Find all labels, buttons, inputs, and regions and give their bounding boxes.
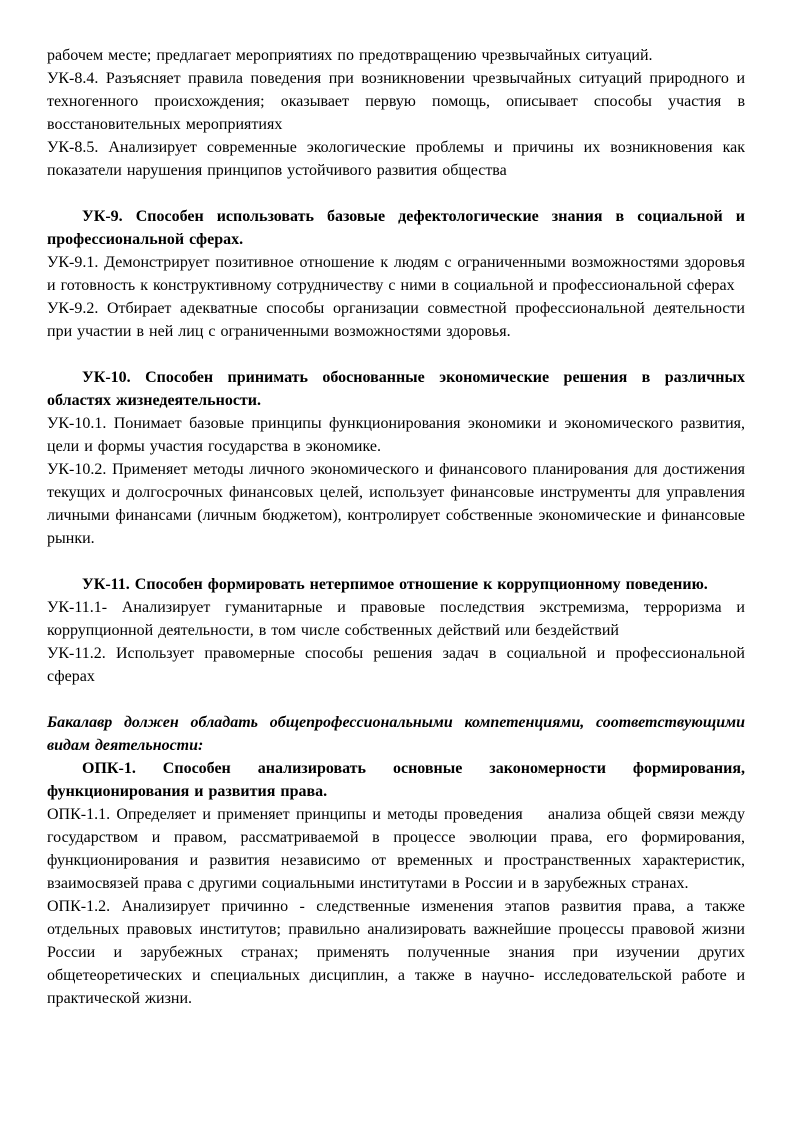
paragraph-uk-10-1: УК-10.1. Понимает базовые принципы функционирования экономики и экономического развития, цели и формы участия государства в экономике. [47,415,745,455]
heading-uk-11: УК-11. Способен формировать нетерпимое отношение к коррупционному поведению. [82,576,708,593]
blank-line [47,182,745,205]
heading-uk-9: УК-9. Способен использовать базовые дефектологические знания в социальной и профессиональной сферах. [47,208,745,248]
blank-line [47,550,745,573]
paragraph-uk-9-1: УК-9.1. Демонстрирует позитивное отношение к людям с ограниченными возможностями здоровья и готовность к конструктивному сотрудничеству с ними в социальной и профессиональной сферах [47,254,745,294]
heading-uk-10: УК-10. Способен принимать обоснованные экономические решения в различных областях жизнедеятельности. [47,369,745,409]
blank-line [47,688,745,711]
paragraph-uk-8-5: УК-8.5. Анализирует современные экологические проблемы и причины их возникновения как показатели нарушения принципов устойчивого развития общества [47,139,745,179]
paragraph-uk-10-2: УК-10.2. Применяет методы личного экономического и финансового планирования для достижения текущих и долгосрочных финансовых целей, использует финансовые инструменты для управления личными финансами (личным бюджетом), контролирует собственные экономические и финансовые рынки. [47,461,745,547]
blank-line [47,343,745,366]
paragraph-opk-1-2: ОПК-1.2. Анализирует причинно - следственные изменения этапов развития права, а также отдельных правовых институтов; правильно анализировать важнейшие процессы правовой жизни России и зарубежных странах; применять полученные знания при изучении других общетеоретических и специальных дисциплин, а также в научно- исследовательской работе и практической жизни. [47,898,745,1007]
paragraph-uk-8-4: УК-8.4. Разъясняет правила поведения при возникновении чрезвычайных ситуаций природного и техногенного происхождения; оказывает первую помощь, описывает способы участия в восстановительных мероприятиях [47,70,745,133]
paragraph-uk-11-2: УК-11.2. Использует правомерные способы решения задач в социальной и профессиональной сферах [47,645,745,685]
heading-opk-1: ОПК-1. Способен анализировать основные закономерности формирования, функционирования и развития права. [47,760,745,800]
paragraph-bachelor-lead: Бакалавр должен обладать общепрофессиональными компетенциями, соответствующими видам деятельности: [47,714,745,754]
paragraph-uk-8-3-continued: рабочем месте; предлагает мероприятиях по предотвращению чрезвычайных ситуаций. [47,47,653,64]
paragraph-uk-9-2: УК-9.2. Отбирает адекватные способы организации совместной профессиональной деятельности при участии в ней лиц с ограниченными возможностями здоровья. [47,300,745,340]
paragraph-uk-11-1: УК-11.1- Анализирует гуманитарные и правовые последствия экстремизма, терроризма и коррупционной деятельности, в том числе собственных действий или бездействий [47,599,745,639]
paragraph-opk-1-1: ОПК-1.1. Определяет и применяет принципы и методы проведения анализа общей связи между государством и правом, рассматриваемой в процессе эволюции права, его формирования, функционирования и развития независимо от временных и пространственных характеристик, взаимосвязей права с другими социальными институтами в России и в зарубежных странах. [47,806,745,892]
